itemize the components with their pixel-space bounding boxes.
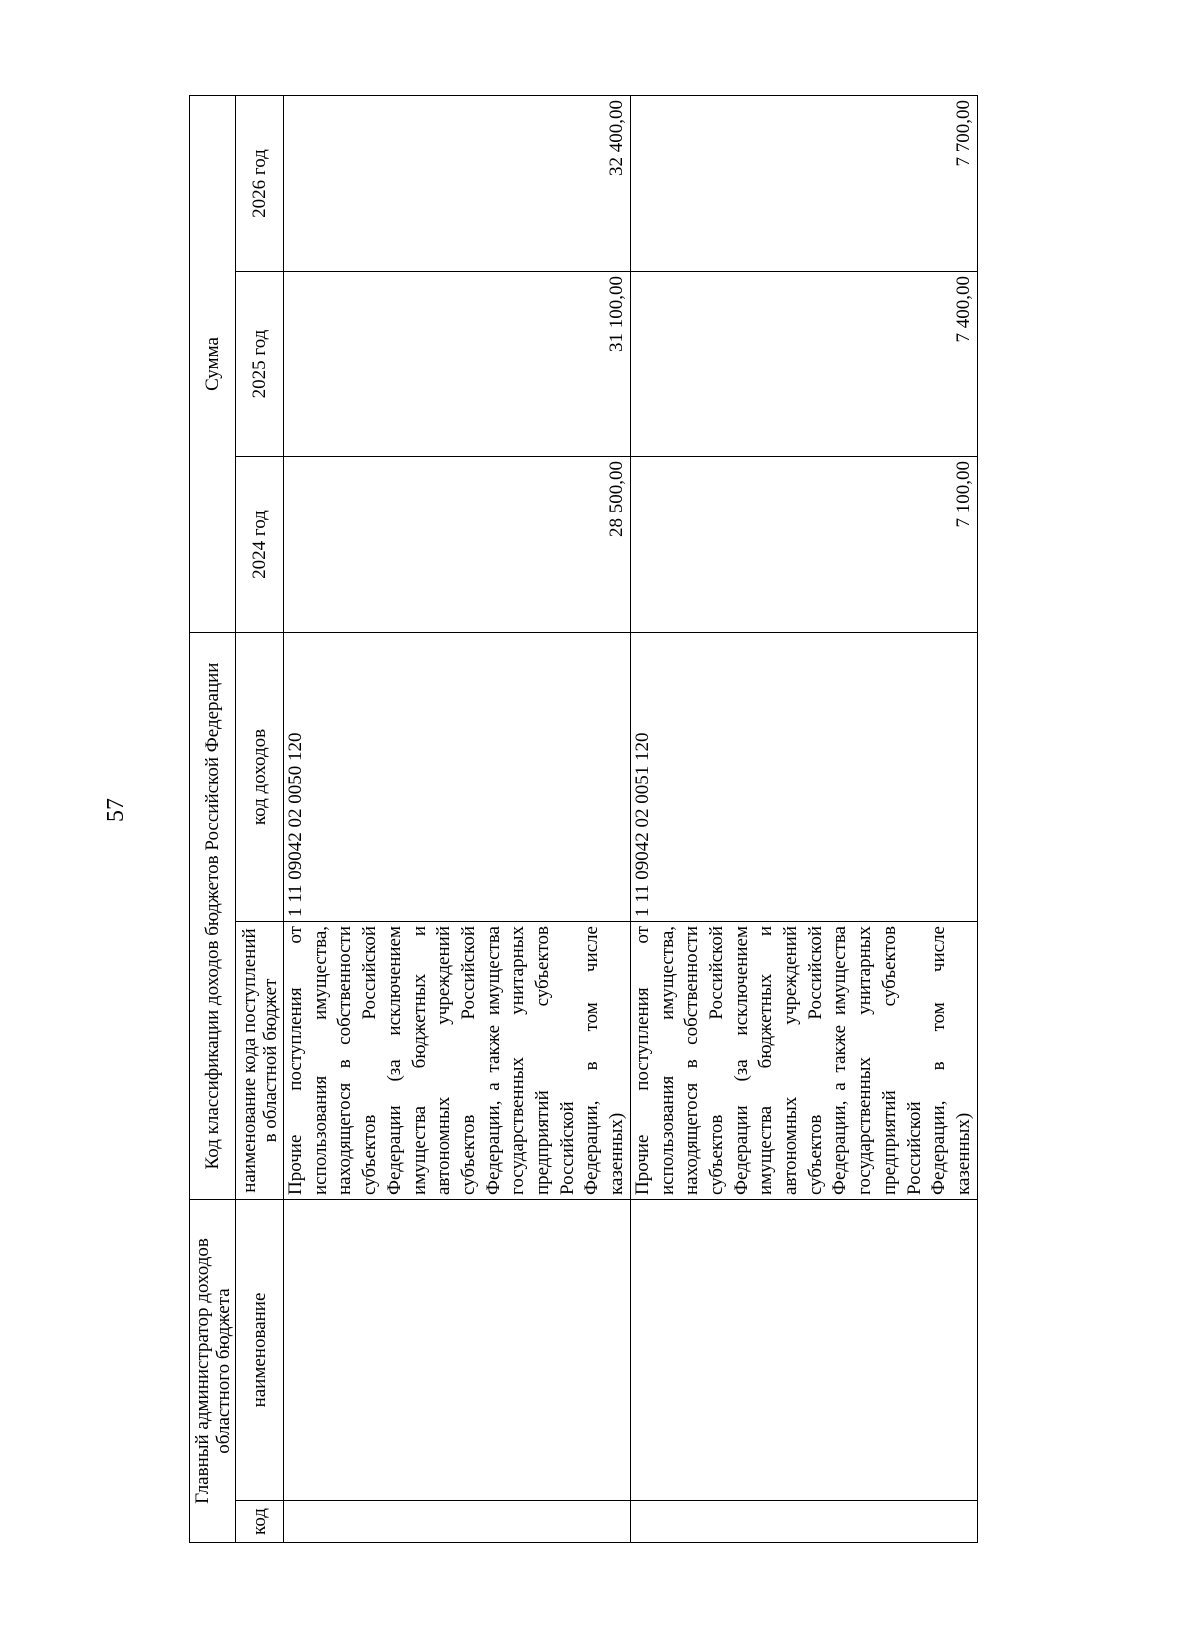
- col-header-2025: 2025 год: [236, 272, 284, 457]
- sum-2025-cell: 7 400,00: [630, 272, 977, 457]
- classification-group-header: Код классификации доходов бюджетов Российской Федерации: [190, 633, 236, 1200]
- sum-2025-cell: 31 100,00: [284, 272, 631, 457]
- table-row: [284, 96, 631, 1543]
- income-code-cell: 1 11 09042 02 0050 120: [284, 633, 631, 922]
- sum-2026-cell: 32 400,00: [284, 96, 631, 272]
- col-header-2026: 2026 год: [236, 96, 284, 272]
- page-number: 57: [103, 798, 129, 822]
- income-name-text: Прочие поступления от использования имущества, находящегося в собственности субъектов Российской Федерации (за исключением имущества бюджетных и автономных учреждений субъектов Российской Федерации, а также имущества государственных унитарных предприятий субъектов Российской: [285, 926, 578, 1195]
- income-code-cell: 1 11 09042 02 0051 120: [630, 633, 977, 922]
- col-header-income-code: код доходов: [236, 633, 284, 922]
- admin-code-cell: [284, 1501, 631, 1543]
- income-name-text: Прочие поступления от использования имущества, находящегося в собственности субъектов Российской Федерации (за исключением имущества бюджетных и автономных учреждений субъектов Российской Федерации, а также имущества государственных унитарных предприятий субъектов Российской: [631, 926, 925, 1195]
- sum-2024-cell: 7 100,00: [630, 457, 977, 633]
- col-header-code: код: [236, 1501, 284, 1543]
- admin-code-cell: [630, 1501, 977, 1543]
- header-row-columns: [236, 96, 284, 1543]
- income-name-tail: Федерации, в том числе казенных): [928, 926, 974, 1195]
- admin-name-cell: [630, 1200, 977, 1501]
- sum-group-header: Сумма: [190, 96, 236, 633]
- sum-2024-cell: 28 500,00: [284, 457, 631, 633]
- budget-income-table: [189, 95, 978, 1543]
- admin-name-cell: [284, 1200, 631, 1501]
- header-row-groups: [190, 96, 236, 1543]
- sum-2026-cell: 7 700,00: [630, 96, 977, 272]
- rotated-table-container: [189, 96, 974, 1543]
- income-name-cell: [284, 922, 631, 1200]
- income-name-cell: [630, 922, 977, 1200]
- col-header-name: наименование: [236, 1200, 284, 1501]
- income-name-tail: Федерации, в том числе казенных): [581, 926, 628, 1195]
- table-row: [630, 96, 977, 1543]
- col-header-2024: 2024 год: [236, 457, 284, 633]
- admin-group-header: Главный администратор доходов областного бюджета: [190, 1200, 236, 1543]
- col-header-income-name: наименование кода поступлений в областной бюджет: [236, 922, 284, 1200]
